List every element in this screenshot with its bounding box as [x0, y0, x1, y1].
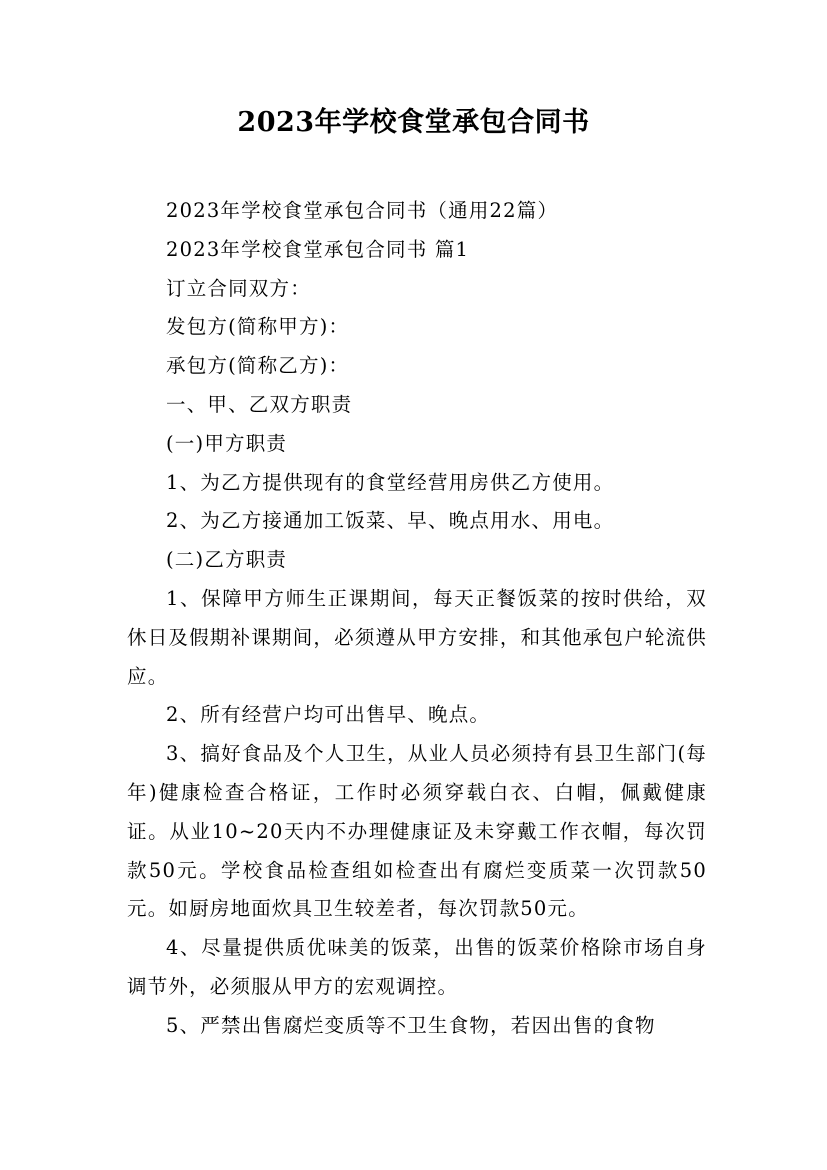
paragraph-party-b-duty-1: 1、保障甲方师生正课期间，每天正餐饭菜的按时供给，双休日及假期补课期间，必须遵从甲方安排，和其他承包户轮流供应。 — [127, 586, 707, 688]
paragraph-party-a-duty-2: 2、为乙方接通加工饭菜、早、晚点用水、用电。 — [166, 509, 615, 533]
paragraph-party-b-duty-5: 5、严禁出售腐烂变质等不卫生食物，若因出售的食物 — [166, 1013, 656, 1037]
paragraph-responsibilities-heading: 一、甲、乙双方职责 — [166, 392, 353, 416]
paragraph-section-heading: 2023年学校食堂承包合同书 篇1 — [166, 237, 470, 261]
paragraph-party-b-duty-2: 2、所有经营户均可出售早、晚点。 — [166, 703, 491, 727]
paragraph-party-b-duty-4: 4、尽量提供质优味美的饭菜，出售的饭菜价格除市场自身调节外，必须服从甲方的宏观调控。 — [127, 936, 707, 998]
document-body — [127, 192, 707, 1046]
paragraph-party-b-duties-heading: (二)乙方职责 — [166, 548, 288, 572]
paragraph-party-b-duty-3: 3、搞好食品及个人卫生，从业人员必须持有县卫生部门(每年)健康检查合格证，工作时必须穿载白衣、白帽，佩戴健康证。从业10~20天内不办理健康证及未穿戴工作衣帽，每次罚款50元。学校食品检查组如检查出有腐烂变质菜一次罚款50元。如厨房地面炊具卫生较差者，每次罚款50元。 — [127, 742, 707, 921]
paragraph-party-a-duties-heading: (一)甲方职责 — [166, 431, 288, 455]
document-title: 2023年学校食堂承包合同书 — [237, 107, 590, 138]
paragraph-parties: 订立合同双方： — [166, 276, 311, 300]
paragraph-subtitle: 2023年学校食堂承包合同书（通用22篇） — [166, 199, 559, 222]
paragraph-party-a: 发包方(简称甲方)： — [166, 315, 350, 339]
paragraph-party-b: 承包方(简称乙方)： — [166, 354, 350, 378]
paragraph-party-a-duty-1: 1、为乙方提供现有的食堂经营用房供乙方使用。 — [166, 470, 615, 494]
